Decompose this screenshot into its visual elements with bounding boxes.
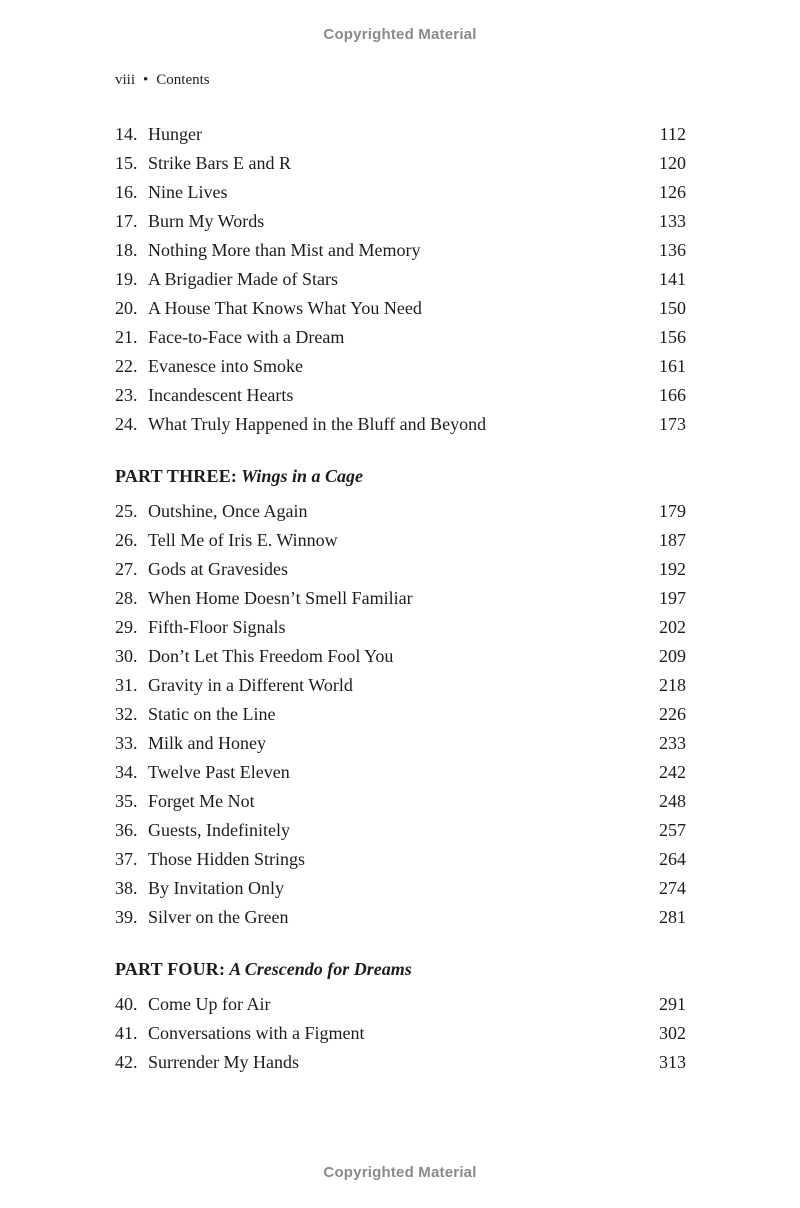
chapter-number: 29. (115, 617, 138, 637)
chapter-page-number: 141 (659, 269, 686, 289)
chapter-page-number: 136 (659, 240, 686, 260)
chapter-title: By Invitation Only (148, 878, 284, 898)
toc-entry[interactable] (115, 236, 686, 265)
toc-entry-label (115, 1048, 299, 1077)
chapter-page-number: 161 (659, 356, 686, 376)
toc-entry[interactable] (115, 497, 686, 526)
chapter-title: Come Up for Air (148, 994, 271, 1014)
chapter-title: Those Hidden Strings (148, 849, 305, 869)
toc-entry-label (115, 236, 420, 265)
chapter-title: Forget Me Not (148, 791, 255, 811)
chapter-number: 36. (115, 820, 138, 840)
chapter-number: 28. (115, 588, 138, 608)
chapter-page-number: 173 (659, 414, 686, 434)
toc-entry-label (115, 758, 290, 787)
chapter-title: Evanesce into Smoke (148, 356, 303, 376)
toc-entry[interactable] (115, 787, 686, 816)
toc-entry[interactable] (115, 1019, 686, 1048)
toc-entry-label (115, 816, 290, 845)
running-head (115, 72, 210, 89)
chapter-page-number: 257 (659, 820, 686, 840)
toc-entry[interactable] (115, 845, 686, 874)
chapter-number: 24. (115, 414, 138, 434)
toc-block-part-three (115, 497, 686, 932)
chapter-title: Don’t Let This Freedom Fool You (148, 646, 394, 666)
toc-entry-label (115, 845, 305, 874)
copyright-watermark-top: Copyrighted Material (323, 26, 477, 43)
chapter-page-number: 179 (659, 501, 686, 521)
chapter-number: 21. (115, 327, 138, 347)
toc-block-part-four (115, 990, 686, 1077)
running-head-separator: • (143, 72, 149, 88)
chapter-title: Conversations with a Figment (148, 1023, 365, 1043)
chapter-title: Incandescent Hearts (148, 385, 294, 405)
chapter-number: 26. (115, 530, 138, 550)
chapter-number: 19. (115, 269, 138, 289)
toc-entry[interactable] (115, 642, 686, 671)
chapter-title: Guests, Indefinitely (148, 820, 290, 840)
chapter-number: 42. (115, 1052, 138, 1072)
chapter-page-number: 274 (659, 878, 686, 898)
toc-block-part-two-continued (115, 120, 686, 439)
chapter-page-number: 150 (659, 298, 686, 318)
toc-entry-label (115, 555, 288, 584)
chapter-number: 35. (115, 791, 138, 811)
chapter-number: 25. (115, 501, 138, 521)
chapter-title: Nine Lives (148, 182, 228, 202)
chapter-number: 34. (115, 762, 138, 782)
toc-entry[interactable] (115, 265, 686, 294)
chapter-page-number: 209 (659, 646, 686, 666)
toc-entry[interactable] (115, 584, 686, 613)
chapter-page-number: 120 (659, 153, 686, 173)
toc-entry-label (115, 787, 255, 816)
chapter-title: Fifth-Floor Signals (148, 617, 286, 637)
toc-entry[interactable] (115, 352, 686, 381)
chapter-title: Face-to-Face with a Dream (148, 327, 345, 347)
toc-entry[interactable] (115, 1048, 686, 1077)
chapter-page-number: 202 (659, 617, 686, 637)
toc-entry[interactable] (115, 671, 686, 700)
chapter-page-number: 302 (659, 1023, 686, 1043)
page-number: viii (115, 72, 136, 88)
chapter-number: 31. (115, 675, 138, 695)
chapter-page-number: 264 (659, 849, 686, 869)
part-name: Wings in a Cage (241, 466, 363, 486)
toc-entry[interactable] (115, 613, 686, 642)
chapter-title: Gravity in a Different World (148, 675, 353, 695)
toc-entry[interactable] (115, 729, 686, 758)
chapter-number: 37. (115, 849, 138, 869)
chapter-page-number: 226 (659, 704, 686, 724)
toc-entry[interactable] (115, 178, 686, 207)
toc-entry[interactable] (115, 903, 686, 932)
chapter-page-number: 166 (659, 385, 686, 405)
chapter-page-number: 133 (659, 211, 686, 231)
part-three-heading (115, 462, 686, 491)
chapter-title: Burn My Words (148, 211, 265, 231)
toc-entry-label (115, 352, 303, 381)
chapter-number: 33. (115, 733, 138, 753)
chapter-title: When Home Doesn’t Smell Familiar (148, 588, 413, 608)
chapter-number: 32. (115, 704, 138, 724)
chapter-number: 41. (115, 1023, 138, 1043)
toc-entry-label (115, 381, 293, 410)
toc-entry[interactable] (115, 120, 686, 149)
chapter-title: Gods at Gravesides (148, 559, 288, 579)
chapter-page-number: 233 (659, 733, 686, 753)
chapter-page-number: 313 (659, 1052, 686, 1072)
part-name: A Crescendo for Dreams (229, 959, 412, 979)
toc-entry-label (115, 990, 270, 1019)
toc-entry-label (115, 178, 227, 207)
chapter-number: 17. (115, 211, 138, 231)
toc-entry[interactable] (115, 323, 686, 352)
chapter-title: Strike Bars E and R (148, 153, 291, 173)
chapter-number: 40. (115, 994, 138, 1014)
chapter-number: 15. (115, 153, 138, 173)
chapter-page-number: 187 (659, 530, 686, 550)
chapter-number: 16. (115, 182, 138, 202)
toc-entry-label (115, 613, 286, 642)
chapter-number: 22. (115, 356, 138, 376)
chapter-page-number: 242 (659, 762, 686, 782)
chapter-number: 38. (115, 878, 138, 898)
copyright-watermark-bottom: Copyrighted Material (323, 1164, 477, 1181)
chapter-title: Static on the Line (148, 704, 276, 724)
toc-entry-label (115, 120, 202, 149)
chapter-number: 23. (115, 385, 138, 405)
toc-entry-label (115, 526, 338, 555)
chapter-number: 30. (115, 646, 138, 666)
toc-entry-label (115, 642, 393, 671)
chapter-page-number: 218 (659, 675, 686, 695)
chapter-title: Outshine, Once Again (148, 501, 308, 521)
chapter-page-number: 192 (659, 559, 686, 579)
chapter-page-number: 112 (659, 124, 686, 144)
chapter-title: Milk and Honey (148, 733, 266, 753)
chapter-title: Hunger (148, 124, 202, 144)
toc-entry-label (115, 874, 284, 903)
toc-entry[interactable] (115, 816, 686, 845)
chapter-page-number: 281 (659, 907, 686, 927)
chapter-page-number: 291 (659, 994, 686, 1014)
toc-entry-label (115, 265, 338, 294)
toc-entry[interactable] (115, 381, 686, 410)
toc-entry-label (115, 410, 486, 439)
toc-entry-label (115, 700, 275, 729)
toc-entry[interactable] (115, 874, 686, 903)
toc-entry-label (115, 1019, 364, 1048)
chapter-page-number: 197 (659, 588, 686, 608)
chapter-number: 27. (115, 559, 138, 579)
chapter-title: A Brigadier Made of Stars (148, 269, 338, 289)
chapter-title: Twelve Past Eleven (148, 762, 290, 782)
toc-entry-label (115, 671, 353, 700)
toc-entry-label (115, 323, 344, 352)
toc-entry[interactable] (115, 555, 686, 584)
chapter-number: 14. (115, 124, 138, 144)
chapter-title: A House That Knows What You Need (148, 298, 422, 318)
chapter-number: 20. (115, 298, 138, 318)
toc-entry[interactable] (115, 758, 686, 787)
toc-entry[interactable] (115, 149, 686, 178)
chapter-number: 39. (115, 907, 138, 927)
chapter-page-number: 156 (659, 327, 686, 347)
chapter-title: What Truly Happened in the Bluff and Beyond (148, 414, 487, 434)
toc-entry[interactable] (115, 410, 686, 439)
toc-entry[interactable] (115, 990, 686, 1019)
toc-entry-label (115, 149, 291, 178)
toc-entry-label (115, 294, 422, 323)
chapter-number: 18. (115, 240, 138, 260)
chapter-page-number: 248 (659, 791, 686, 811)
section-title: Contents (156, 72, 210, 88)
chapter-title: Surrender My Hands (148, 1052, 299, 1072)
toc-entry-label (115, 903, 288, 932)
part-four-heading (115, 955, 686, 984)
part-label: PART THREE: (115, 466, 238, 486)
part-label: PART FOUR: (115, 959, 226, 979)
chapter-title: Nothing More than Mist and Memory (148, 240, 421, 260)
toc-entry-label (115, 584, 413, 613)
toc-entry[interactable] (115, 207, 686, 236)
chapter-title: Silver on the Green (148, 907, 289, 927)
chapter-page-number: 126 (659, 182, 686, 202)
toc-entry[interactable] (115, 526, 686, 555)
toc-entry-label (115, 729, 266, 758)
toc-entry-label (115, 207, 264, 236)
toc-entry[interactable] (115, 294, 686, 323)
toc-entry-label (115, 497, 307, 526)
chapter-title: Tell Me of Iris E. Winnow (148, 530, 338, 550)
toc-entry[interactable] (115, 700, 686, 729)
